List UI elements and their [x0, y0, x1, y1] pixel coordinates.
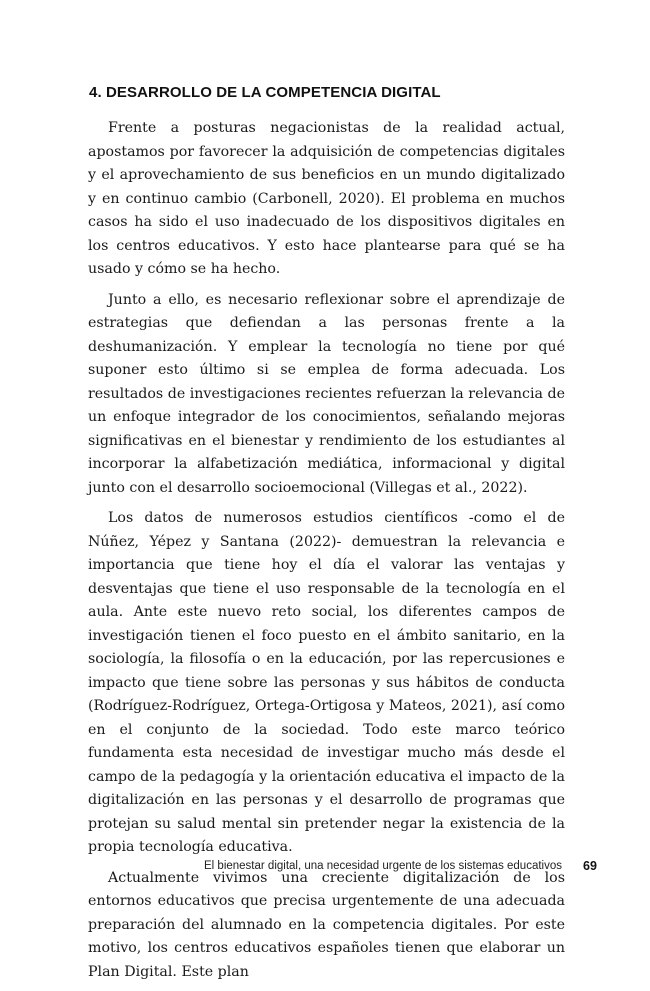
page-number: 69: [583, 859, 597, 873]
paragraph: Actualmente vivimos una creciente digitalización de los entornos educativos que precisa urgentemente de una adecuada preparación del alumnado en la competencia digitales. Por este motivo, los centros educativos españoles tienen que elaborar un Plan Digital. Este plan: [88, 869, 565, 980]
page-footer: [0, 857, 650, 877]
paragraph: Junto a ello, es necesario reflexionar sobre el aprendizaje de estrategias que defiendan a las personas frente a la deshumanización. Y emplear la tecnología no tiene por qué suponer esto último si se emplea de forma adecuada. Los resultados de investigaciones recientes refuerzan la relevancia de un enfoque integrador de los conocimientos, señalando mejoras significativas en el bienestar y rendimiento de los estudiantes al incorporar la alfabetización mediática, informacional y digital junto con el desarrollo socioemocional (Villegas et al., 2022).: [88, 291, 565, 496]
paragraph: Frente a posturas negacionistas de la realidad actual, apostamos por favorecer la adquisición de competencias digitales y el aprovechamiento de sus beneficios en un mundo digitalizado y en continuo cambio (Carbonell, 2020). El problema en muchos casos ha sido el uso inadecuado de los dispositivos digitales en los centros educativos. Y esto hace plantearse para qué se ha usado y cómo se ha hecho.: [88, 120, 565, 277]
section-heading: 4. DESARROLLO DE LA COMPETENCIA DIGITAL: [89, 84, 441, 101]
running-title: El bienestar digital, una necesidad urgente de los sistemas educativos: [204, 860, 562, 872]
paragraph: Los datos de numerosos estudios científicos -como el de Núñez, Yépez y Santana (2022)- demuestran la relevancia e importancia que tiene hoy el día el valorar las ventajas y desventajas que tiene el uso responsable de la tecnología en el aula. Ante este nuevo reto social, los diferentes campos de investigación tienen el foco puesto en el ámbito sanitario, en la sociología, la filosofía o en la educación, por las repercusiones e impacto que tiene sobre las personas y sus hábitos de conducta (Rodríguez-Rodríguez, Ortega-Ortigosa y Mateos, 2021), así como en el conjunto de la sociedad. Todo este marco teórico fundamenta esta necesidad de investigar mucho más desde el campo de la pedagogía y la orientación educativa el impacto de la digitalización en las personas y el desarrollo de programas que protejan su salud mental sin pretender negar la existencia de la propia tecnología educativa.: [88, 510, 565, 855]
